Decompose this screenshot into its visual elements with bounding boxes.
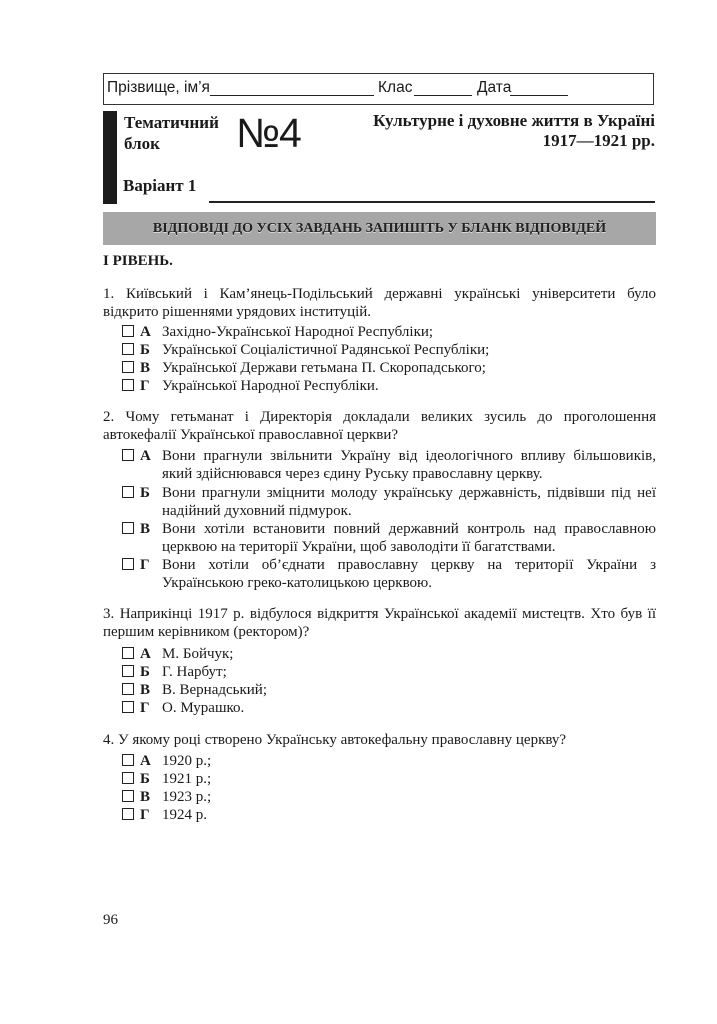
option-letter: Г xyxy=(140,378,150,394)
student-info-box xyxy=(103,73,654,105)
checkbox[interactable] xyxy=(122,361,134,373)
option-letter: В xyxy=(140,521,151,537)
option-letter: А xyxy=(140,448,151,464)
option-text: Української Держави гетьмана П. Скоропадського; xyxy=(162,360,486,376)
option-text: Вони хотіли об’єднати православну церкву на території України з Українською греко-католицькою церквою. xyxy=(162,557,656,591)
option-letter: А xyxy=(140,753,151,769)
block-label xyxy=(124,112,219,154)
q3-option-d[interactable] xyxy=(122,699,656,717)
option-letter: В xyxy=(140,682,151,698)
block-label-line2: блок xyxy=(124,134,160,153)
q2-option-b[interactable] xyxy=(122,484,656,520)
option-letter: Г xyxy=(140,807,150,823)
q1-option-a[interactable] xyxy=(122,323,656,341)
block-label-line1: Тематичний xyxy=(124,113,219,132)
checkbox[interactable] xyxy=(122,379,134,391)
option-text: М. Бойчук; xyxy=(162,646,234,662)
option-text: О. Мурашко. xyxy=(162,700,245,716)
option-text: Вони прагнули зміцнити молоду українську державність, підвівши під неї надійний духовний підмурок. xyxy=(162,485,656,519)
instruction-banner xyxy=(103,212,656,245)
option-text: 1921 р.; xyxy=(162,771,212,787)
checkbox[interactable] xyxy=(122,558,134,570)
date-field-line[interactable] xyxy=(510,95,568,96)
option-text: 1924 р. xyxy=(162,807,207,823)
question-1-text: 1. Київський і Кам’янець-Подільський державні українські університети було відкрито рішеннями урядових інституцій. xyxy=(103,286,656,320)
q4-option-b[interactable] xyxy=(122,770,656,788)
date-label: Дата xyxy=(477,79,512,96)
option-text: Української Народної Республіки. xyxy=(162,378,379,394)
option-letter: В xyxy=(140,360,151,376)
option-letter: Г xyxy=(140,557,150,573)
checkbox[interactable] xyxy=(122,522,134,534)
block-title-line2: 1917—1921 рр. xyxy=(542,131,655,150)
q3-option-b[interactable] xyxy=(122,663,656,681)
block-title xyxy=(373,111,655,151)
block-number: №4 xyxy=(236,110,301,156)
option-text: 1920 р.; xyxy=(162,753,212,769)
variant-label: Варіант 1 xyxy=(123,176,197,195)
name-label: Прізвище, ім’я xyxy=(107,79,210,96)
checkbox[interactable] xyxy=(122,486,134,498)
option-text: Української Соціалістичної Радянської Республіки; xyxy=(162,342,490,358)
option-text: 1923 р.; xyxy=(162,789,212,805)
checkbox[interactable] xyxy=(122,808,134,820)
checkbox[interactable] xyxy=(122,449,134,461)
page-number: 96 xyxy=(103,912,118,928)
checkbox[interactable] xyxy=(122,772,134,784)
q4-option-c[interactable] xyxy=(122,788,656,806)
q1-option-c[interactable] xyxy=(122,359,656,377)
class-label: Клас xyxy=(378,79,413,96)
option-letter: Б xyxy=(140,342,150,358)
option-text: Вони хотіли встановити повний державний контроль над православною церквою на території України, щоб заволодіти її багатствами. xyxy=(162,521,656,555)
option-letter: В xyxy=(140,789,151,805)
q3-option-a[interactable] xyxy=(122,645,656,663)
q2-option-c[interactable] xyxy=(122,520,656,556)
q2-option-a[interactable] xyxy=(122,447,656,483)
q4-option-a[interactable] xyxy=(122,752,656,770)
question-4-text: 4. У якому році створено Українську автокефальну православну церкву? xyxy=(103,732,567,748)
checkbox[interactable] xyxy=(122,647,134,659)
option-text: Г. Нарбут; xyxy=(162,664,227,680)
option-letter: А xyxy=(140,324,151,340)
name-field-line[interactable] xyxy=(210,95,374,96)
q3-option-c[interactable] xyxy=(122,681,656,699)
instruction-text: ВІДПОВІДІ ДО УСІХ ЗАВДАНЬ ЗАПИШІТЬ У БЛАНК ВІДПОВІДЕЙ xyxy=(152,220,607,236)
checkbox[interactable] xyxy=(122,325,134,337)
class-field-line[interactable] xyxy=(414,95,472,96)
option-text: Вони прагнули звільнити Україну від ідеологічного впливу більшовиків, який здійснювався через єдину Руську православну церкву. xyxy=(162,448,656,482)
question-2-text: 2. Чому гетьманат і Директорія докладали великих зусиль до проголошення автокефалії Української православної церкви? xyxy=(103,409,656,443)
checkbox[interactable] xyxy=(122,665,134,677)
option-letter: А xyxy=(140,646,151,662)
option-text: В. Вернадський; xyxy=(162,682,267,698)
block-title-line1: Культурне і духовне життя в Україні xyxy=(373,111,655,130)
option-letter: Г xyxy=(140,700,150,716)
option-letter: Б xyxy=(140,771,150,787)
variant-underline xyxy=(209,201,655,203)
checkbox[interactable] xyxy=(122,683,134,695)
q2-option-d[interactable] xyxy=(122,556,656,592)
checkbox[interactable] xyxy=(122,343,134,355)
level-heading: І РІВЕНЬ. xyxy=(103,253,173,269)
checkbox[interactable] xyxy=(122,790,134,802)
question-3-text: 3. Наприкінці 1917 р. відбулося відкриття Української академії мистецтв. Хто був її першим керівником (ректором)? xyxy=(103,606,656,640)
checkbox[interactable] xyxy=(122,754,134,766)
option-letter: Б xyxy=(140,485,150,501)
option-letter: Б xyxy=(140,664,150,680)
block-marker-bar xyxy=(103,111,117,204)
q4-option-d[interactable] xyxy=(122,806,656,824)
q1-option-b[interactable] xyxy=(122,341,656,359)
option-text: Західно-Української Народної Республіки; xyxy=(162,324,434,340)
checkbox[interactable] xyxy=(122,701,134,713)
q1-option-d[interactable] xyxy=(122,377,656,395)
